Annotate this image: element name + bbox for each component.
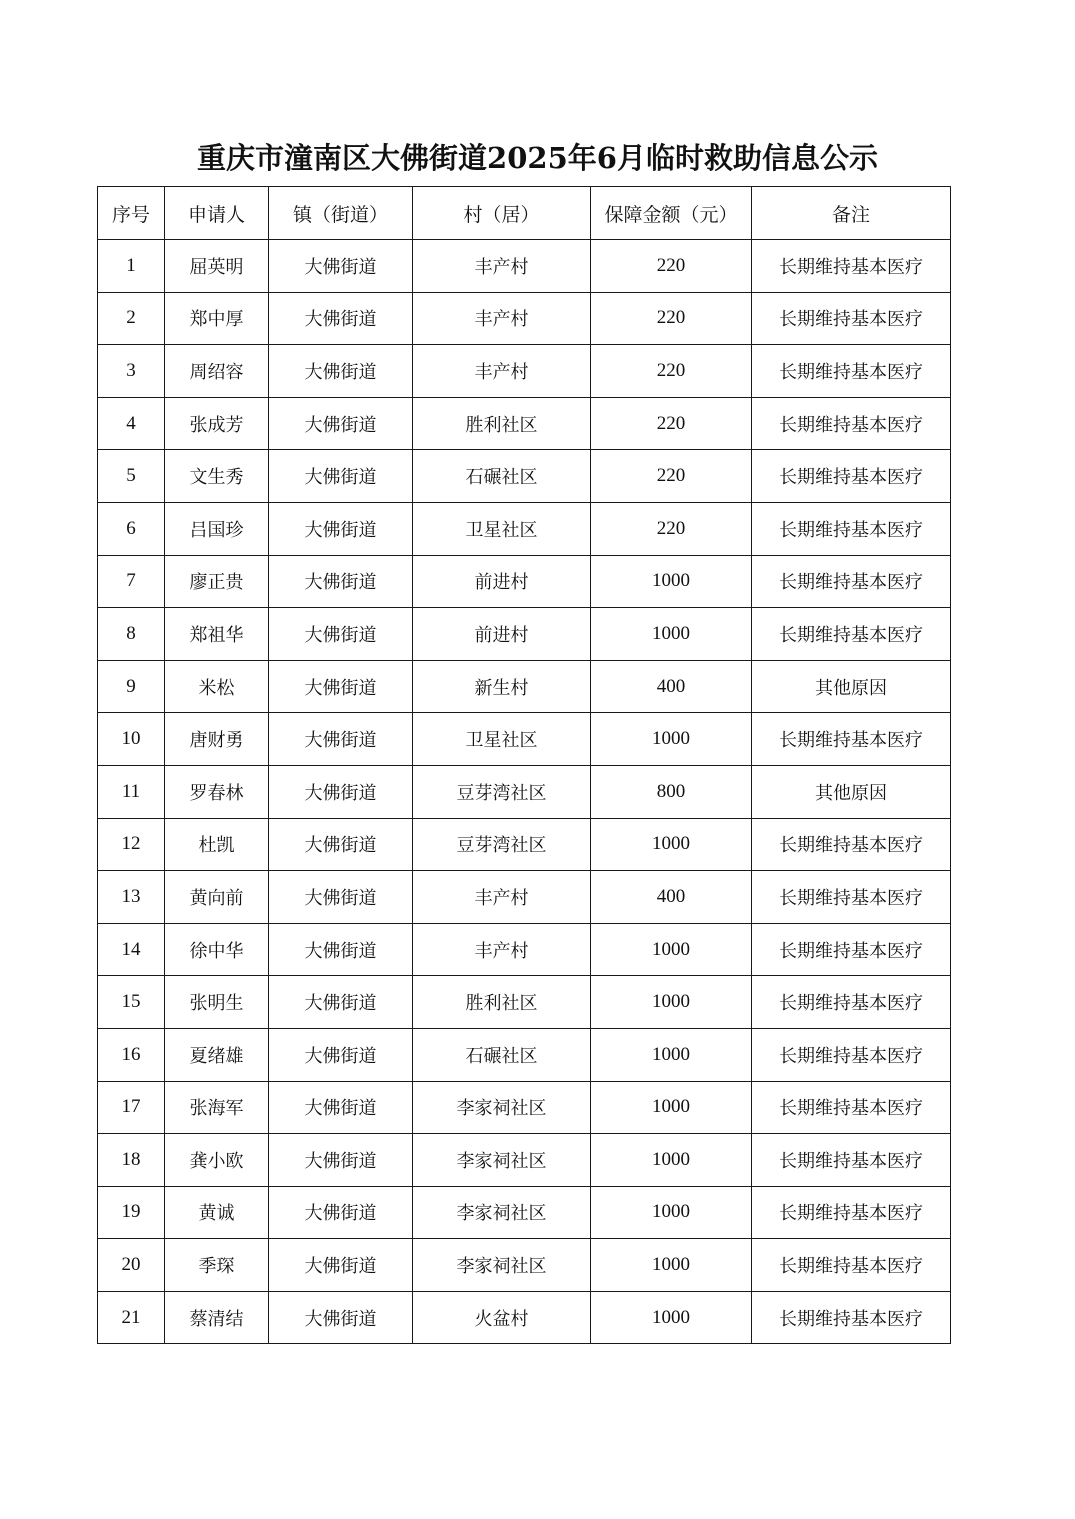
header-cell-applicant: 申请人: [165, 187, 269, 240]
cell-town: 大佛街道: [269, 292, 413, 345]
cell-town: 大佛街道: [269, 1239, 413, 1292]
table-row: [98, 818, 951, 871]
cell-applicant: 罗春林: [165, 765, 269, 818]
cell-applicant: 郑中厚: [165, 292, 269, 345]
relief-table: [97, 186, 951, 1344]
cell-amount: 220: [591, 397, 752, 450]
cell-applicant: 张明生: [165, 976, 269, 1029]
cell-village: 豆芽湾社区: [413, 765, 591, 818]
cell-town: 大佛街道: [269, 923, 413, 976]
header-cell-amount: 保障金额（元）: [591, 187, 752, 240]
cell-village: 卫星社区: [413, 713, 591, 766]
cell-town: 大佛街道: [269, 660, 413, 713]
cell-remark: 长期维持基本医疗: [752, 976, 951, 1029]
table-row: [98, 608, 951, 661]
table-row: [98, 923, 951, 976]
cell-remark: 长期维持基本医疗: [752, 292, 951, 345]
cell-seq: 8: [98, 608, 165, 661]
cell-amount: 400: [591, 660, 752, 713]
cell-applicant: 杜凯: [165, 818, 269, 871]
cell-applicant: 黄向前: [165, 871, 269, 924]
cell-village: 新生村: [413, 660, 591, 713]
cell-amount: 1000: [591, 713, 752, 766]
cell-seq: 10: [98, 713, 165, 766]
cell-town: 大佛街道: [269, 240, 413, 293]
cell-village: 豆芽湾社区: [413, 818, 591, 871]
table-row: [98, 1239, 951, 1292]
cell-town: 大佛街道: [269, 608, 413, 661]
cell-applicant: 郑祖华: [165, 608, 269, 661]
cell-village: 丰产村: [413, 240, 591, 293]
cell-town: 大佛街道: [269, 871, 413, 924]
cell-applicant: 龚小欧: [165, 1134, 269, 1187]
cell-remark: 长期维持基本医疗: [752, 345, 951, 398]
cell-town: 大佛街道: [269, 976, 413, 1029]
cell-town: 大佛街道: [269, 818, 413, 871]
cell-amount: 220: [591, 502, 752, 555]
cell-applicant: 徐中华: [165, 923, 269, 976]
cell-town: 大佛街道: [269, 450, 413, 503]
cell-village: 石碾社区: [413, 1028, 591, 1081]
cell-amount: 1000: [591, 976, 752, 1029]
cell-village: 胜利社区: [413, 976, 591, 1029]
cell-applicant: 周绍容: [165, 345, 269, 398]
cell-applicant: 屈英明: [165, 240, 269, 293]
cell-applicant: 黄诚: [165, 1186, 269, 1239]
cell-seq: 21: [98, 1291, 165, 1344]
table-row: [98, 871, 951, 924]
cell-remark: 长期维持基本医疗: [752, 555, 951, 608]
table-row: [98, 397, 951, 450]
cell-seq: 11: [98, 765, 165, 818]
cell-village: 丰产村: [413, 923, 591, 976]
cell-remark: 长期维持基本医疗: [752, 1081, 951, 1134]
cell-amount: 1000: [591, 923, 752, 976]
cell-village: 丰产村: [413, 292, 591, 345]
table-header: [98, 187, 951, 240]
cell-applicant: 张海军: [165, 1081, 269, 1134]
table-row: [98, 1186, 951, 1239]
table-row: [98, 1134, 951, 1187]
cell-remark: 长期维持基本医疗: [752, 818, 951, 871]
cell-village: 卫星社区: [413, 502, 591, 555]
cell-seq: 12: [98, 818, 165, 871]
cell-applicant: 张成芳: [165, 397, 269, 450]
cell-applicant: 蔡清结: [165, 1291, 269, 1344]
cell-remark: 长期维持基本医疗: [752, 502, 951, 555]
cell-amount: 400: [591, 871, 752, 924]
cell-village: 李家祠社区: [413, 1081, 591, 1134]
cell-amount: 1000: [591, 1239, 752, 1292]
cell-amount: 220: [591, 345, 752, 398]
cell-amount: 1000: [591, 1081, 752, 1134]
cell-applicant: 吕国珍: [165, 502, 269, 555]
cell-remark: 长期维持基本医疗: [752, 397, 951, 450]
cell-village: 李家祠社区: [413, 1186, 591, 1239]
cell-amount: 800: [591, 765, 752, 818]
cell-remark: 长期维持基本医疗: [752, 923, 951, 976]
cell-seq: 18: [98, 1134, 165, 1187]
cell-seq: 3: [98, 345, 165, 398]
cell-remark: 长期维持基本医疗: [752, 608, 951, 661]
cell-applicant: 廖正贵: [165, 555, 269, 608]
cell-seq: 6: [98, 502, 165, 555]
cell-village: 火盆村: [413, 1291, 591, 1344]
cell-applicant: 唐财勇: [165, 713, 269, 766]
table-row: [98, 1081, 951, 1134]
cell-town: 大佛街道: [269, 502, 413, 555]
table-row: [98, 765, 951, 818]
table-body: [98, 240, 951, 1344]
cell-village: 丰产村: [413, 345, 591, 398]
cell-town: 大佛街道: [269, 713, 413, 766]
cell-town: 大佛街道: [269, 1186, 413, 1239]
cell-village: 丰产村: [413, 871, 591, 924]
cell-town: 大佛街道: [269, 345, 413, 398]
cell-amount: 1000: [591, 1186, 752, 1239]
cell-amount: 1000: [591, 1028, 752, 1081]
cell-seq: 14: [98, 923, 165, 976]
cell-seq: 15: [98, 976, 165, 1029]
cell-remark: 长期维持基本医疗: [752, 450, 951, 503]
cell-town: 大佛街道: [269, 1081, 413, 1134]
table-row: [98, 292, 951, 345]
cell-remark: 长期维持基本医疗: [752, 1291, 951, 1344]
cell-remark: 其他原因: [752, 660, 951, 713]
cell-remark: 长期维持基本医疗: [752, 1186, 951, 1239]
cell-amount: 1000: [591, 1291, 752, 1344]
table-row: [98, 345, 951, 398]
cell-seq: 9: [98, 660, 165, 713]
cell-applicant: 文生秀: [165, 450, 269, 503]
cell-amount: 1000: [591, 1134, 752, 1187]
header-cell-town: 镇（街道）: [269, 187, 413, 240]
cell-remark: 长期维持基本医疗: [752, 240, 951, 293]
cell-seq: 7: [98, 555, 165, 608]
cell-village: 前进村: [413, 608, 591, 661]
cell-town: 大佛街道: [269, 1291, 413, 1344]
cell-seq: 5: [98, 450, 165, 503]
cell-village: 石碾社区: [413, 450, 591, 503]
cell-remark: 长期维持基本医疗: [752, 1134, 951, 1187]
cell-remark: 其他原因: [752, 765, 951, 818]
table-row: [98, 1291, 951, 1344]
cell-seq: 1: [98, 240, 165, 293]
cell-village: 胜利社区: [413, 397, 591, 450]
cell-town: 大佛街道: [269, 555, 413, 608]
header-row: [98, 187, 951, 240]
cell-town: 大佛街道: [269, 1134, 413, 1187]
cell-applicant: 米松: [165, 660, 269, 713]
cell-seq: 13: [98, 871, 165, 924]
cell-amount: 1000: [591, 555, 752, 608]
cell-amount: 1000: [591, 608, 752, 661]
cell-seq: 17: [98, 1081, 165, 1134]
table-row: [98, 555, 951, 608]
cell-remark: 长期维持基本医疗: [752, 1239, 951, 1292]
cell-town: 大佛街道: [269, 397, 413, 450]
header-cell-remark: 备注: [752, 187, 951, 240]
cell-town: 大佛街道: [269, 765, 413, 818]
cell-amount: 1000: [591, 818, 752, 871]
cell-village: 前进村: [413, 555, 591, 608]
header-cell-village: 村（居）: [413, 187, 591, 240]
cell-seq: 4: [98, 397, 165, 450]
cell-amount: 220: [591, 240, 752, 293]
table-row: [98, 976, 951, 1029]
cell-village: 李家祠社区: [413, 1239, 591, 1292]
cell-town: 大佛街道: [269, 1028, 413, 1081]
table-row: [98, 240, 951, 293]
cell-applicant: 夏绪雄: [165, 1028, 269, 1081]
page-title: 重庆市潼南区大佛街道2025年6月临时救助信息公示: [197, 141, 878, 175]
cell-remark: 长期维持基本医疗: [752, 871, 951, 924]
cell-amount: 220: [591, 450, 752, 503]
cell-village: 李家祠社区: [413, 1134, 591, 1187]
cell-seq: 2: [98, 292, 165, 345]
header-cell-seq: 序号: [98, 187, 165, 240]
table-row: [98, 713, 951, 766]
table-row: [98, 660, 951, 713]
table-row: [98, 502, 951, 555]
cell-seq: 16: [98, 1028, 165, 1081]
cell-amount: 220: [591, 292, 752, 345]
cell-applicant: 季琛: [165, 1239, 269, 1292]
cell-seq: 20: [98, 1239, 165, 1292]
table-row: [98, 450, 951, 503]
cell-remark: 长期维持基本医疗: [752, 713, 951, 766]
table-row: [98, 1028, 951, 1081]
cell-seq: 19: [98, 1186, 165, 1239]
cell-remark: 长期维持基本医疗: [752, 1028, 951, 1081]
